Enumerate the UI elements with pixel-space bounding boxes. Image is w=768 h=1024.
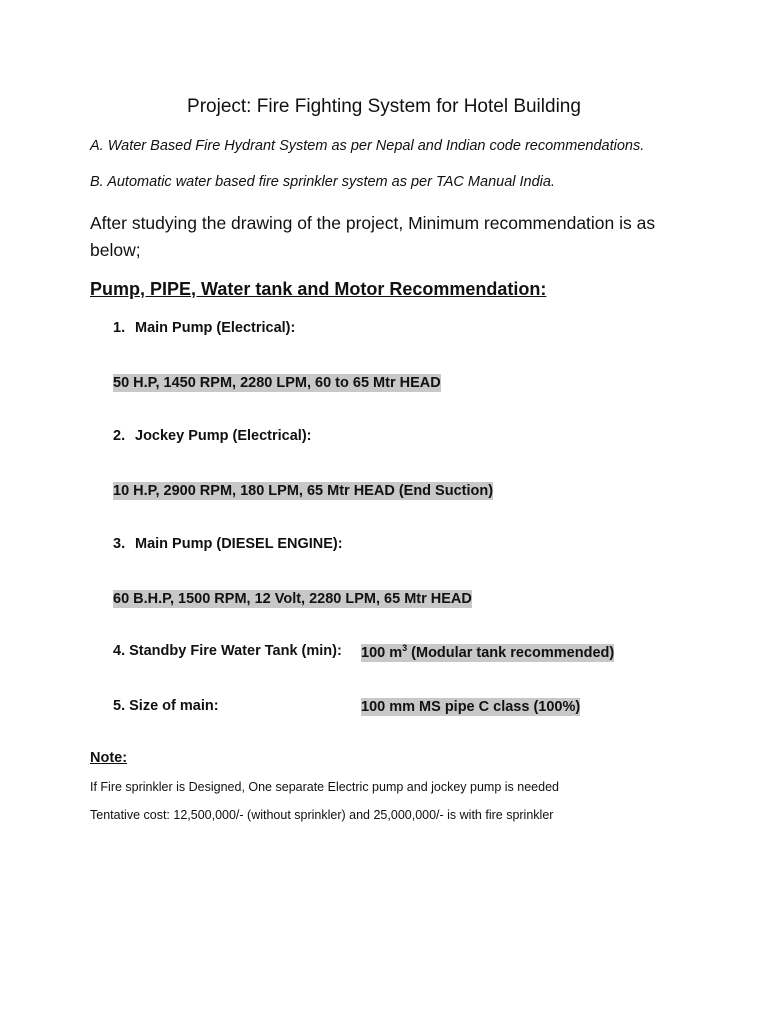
item-1-spec-row <box>113 374 441 392</box>
section-heading: Pump, PIPE, Water tank and Motor Recommendation: <box>90 279 547 299</box>
item-3-title <box>113 536 343 552</box>
item-3-spec-row <box>113 590 472 608</box>
item-3-spec: 60 B.H.P, 1500 RPM, 12 Volt, 2280 LPM, 65 Mtr HEAD <box>113 591 472 607</box>
item-2-title <box>113 428 312 444</box>
item-1-spec: 50 H.P, 1450 RPM, 2280 LPM, 60 to 65 Mtr HEAD <box>113 375 441 391</box>
tank-label: 4. Standby Fire Water Tank (min): <box>113 643 342 659</box>
line-b: B. Automatic water based fire sprinkler system as per TAC Manual India. <box>90 174 555 190</box>
main-size-value-row <box>361 698 580 716</box>
note-heading: Note: <box>90 750 128 766</box>
item-2-number: 2. <box>113 428 126 444</box>
note-line-1: If Fire sprinkler is Designed, One separate Electric pump and jockey pump is needed <box>90 780 559 794</box>
main-size-value: 100 mm MS pipe C class (100%) <box>361 699 581 715</box>
tank-value-prefix: 100 m <box>361 644 403 661</box>
item-1-title <box>113 320 295 336</box>
note-line-2: Tentative cost: 12,500,000/- (without sprinkler) and 25,000,000/- is with fire sprinkler <box>90 808 554 822</box>
intro-paragraph: After studying the drawing of the project, Minimum recommendation is as below; <box>90 213 656 260</box>
item-2-spec-row <box>113 482 493 500</box>
item-1-number: 1. <box>113 320 126 336</box>
tank-value <box>361 644 614 662</box>
main-size-label: 5. Size of main: <box>113 698 219 714</box>
line-a: A. Water Based Fire Hydrant System as per Nepal and Indian code recommendations. <box>90 138 645 154</box>
item-2-spec: 10 H.P, 2900 RPM, 180 LPM, 65 Mtr HEAD (End Suction) <box>113 483 494 499</box>
tank-value-sup: 3 <box>402 643 408 653</box>
item-1-label: Main Pump (Electrical): <box>135 320 296 336</box>
tank-value-suffix: (Modular tank recommended) <box>407 644 615 661</box>
tank-value-row <box>361 643 614 662</box>
item-3-label: Main Pump (DIESEL ENGINE): <box>135 536 343 552</box>
item-3-number: 3. <box>113 536 126 552</box>
page-title: Project: Fire Fighting System for Hotel Building <box>187 96 581 117</box>
item-2-label: Jockey Pump (Electrical): <box>135 428 312 444</box>
